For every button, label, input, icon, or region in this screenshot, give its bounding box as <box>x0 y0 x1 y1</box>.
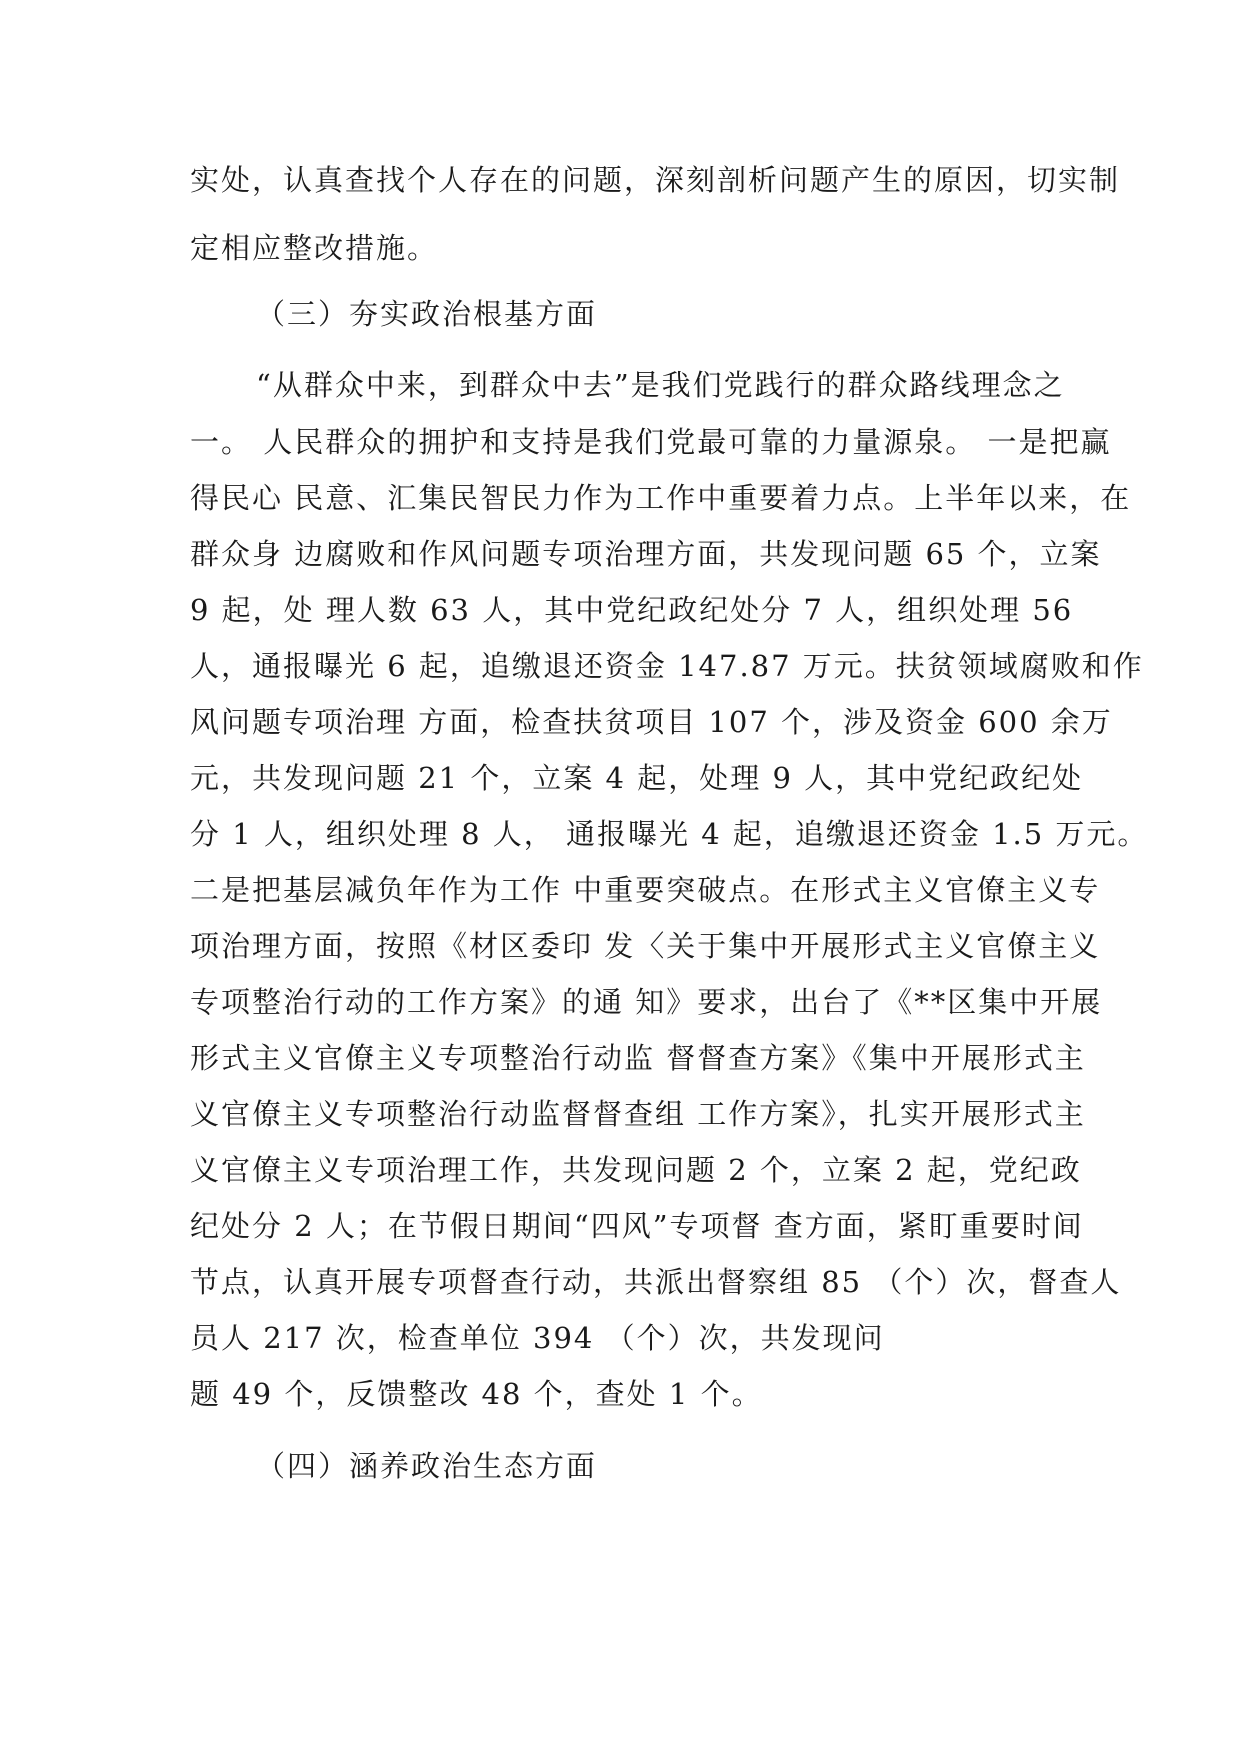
paragraph-line: 一。 人民群众的拥护和支持是我们党最可靠的力量源泉。 一是把赢 <box>190 425 1112 459</box>
paragraph-line: 纪处分 2 人；在节假日期间“四风”专项督 查方面，紧盯重要时间 <box>190 1209 1084 1243</box>
paragraph-line: 员人 217 次，检查单位 394 （个）次，共发现问 <box>190 1321 885 1355</box>
paragraph-line: 群众身 边腐败和作风问题专项治理方面，共发现问题 65 个，立案 <box>190 537 1102 571</box>
paragraph-line: 得民心 民意、汇集民智民力作为工作中重要着力点。上半年以来，在 <box>190 481 1132 515</box>
paragraph-line: 形式主义官僚主义专项整治行动监 督督查方案》《集中开展形式主 <box>190 1041 1086 1075</box>
section-heading: （三）夯实政治根基方面 <box>256 297 598 331</box>
paragraph-line: 义官僚主义专项整治行动监督督查组 工作方案》，扎实开展形式主 <box>190 1097 1086 1131</box>
paragraph-line: 实处，认真查找个人存在的问题，深刻剖析问题产生的原因，切实制 <box>190 163 1121 197</box>
paragraph-line: 分 1 人，组织处理 8 人， 通报曝光 4 起，追缴退还资金 1.5 万元。 <box>190 817 1149 851</box>
paragraph-line: 义官僚主义专项治理工作，共发现问题 2 个，立案 2 起，党纪政 <box>190 1153 1082 1187</box>
paragraph-line: 专项整治行动的工作方案》的通 知》要求，出台了《**区集中开展 <box>190 985 1103 1019</box>
paragraph-line: 定相应整改措施。 <box>190 231 439 265</box>
section-heading: （四）涵养政治生态方面 <box>256 1449 598 1483</box>
paragraph-line: 风问题专项治理 方面，检查扶贫项目 107 个，涉及资金 600 余万 <box>190 705 1113 739</box>
paragraph-line: 题 49 个，反馈整改 48 个，查处 1 个。 <box>190 1377 763 1411</box>
paragraph-line: 节点，认真开展专项督查行动，共派出督察组 85 （个）次，督查人 <box>190 1265 1122 1299</box>
paragraph-line: “从群众中来，到群众中去”是我们党践行的群众路线理念之 <box>256 368 1065 402</box>
paragraph-line: 9 起，处 理人数 63 人，其中党纪政纪处分 7 人，组织处理 56 <box>190 593 1074 627</box>
paragraph-line: 项治理方面，按照《材区委印 发〈关于集中开展形式主义官僚主义 <box>190 929 1101 963</box>
paragraph-line: 人，通报曝光 6 起，追缴退还资金 147.87 万元。扶贫领域腐败和作 <box>190 649 1144 683</box>
paragraph-line: 二是把基层减负年作为工作 中重要突破点。在形式主义官僚主义专 <box>190 873 1101 907</box>
paragraph-line: 元，共发现问题 21 个，立案 4 起，处理 9 人，其中党纪政纪处 <box>190 761 1084 795</box>
